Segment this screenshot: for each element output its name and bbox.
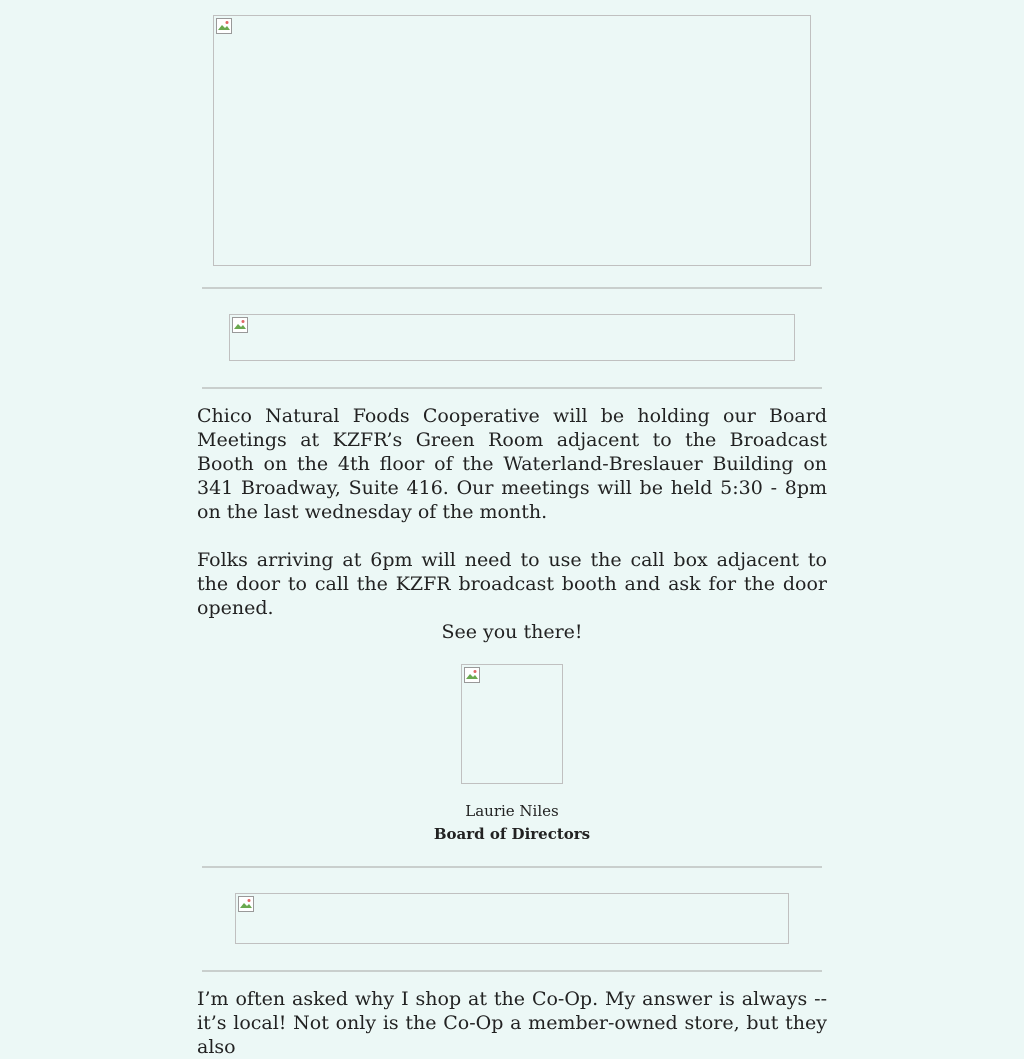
meeting-paragraph: Chico Natural Foods Cooperative will be holding our Board Meetings at KZFR’s Green Room adjacent to the Broadcast Booth on the 4th floor of the Waterland-Breslauer Building on 341 Broadway, Suite 416. Our meetings will be held 5:30 - 8pm on the last wednesday of the month. [197,405,827,523]
broken-image-icon [232,317,248,333]
broken-image-icon [238,896,254,912]
divider [202,970,822,972]
signature-title: Board of Directors [433,825,591,843]
section-title-image [229,314,795,361]
divider [202,866,822,868]
section-title-image-2 [235,893,789,944]
divider [202,387,822,389]
coop-paragraph: I’m often asked why I shop at the Co-Op. My answer is always -- it’s local! Not only is the Co-Op a member-owned store, but they also [197,988,827,1058]
divider [202,287,822,289]
portrait-image [461,664,563,784]
header-banner-image [213,15,811,266]
broken-image-icon [464,667,480,683]
signature-name: Laurie Niles [465,802,559,820]
arrival-paragraph: Folks arriving at 6pm will need to use the call box adjacent to the door to call the KZFR broadcast booth and ask for the door opened. [197,549,827,619]
closing-line: See you there! [441,621,583,643]
broken-image-icon [216,18,232,34]
